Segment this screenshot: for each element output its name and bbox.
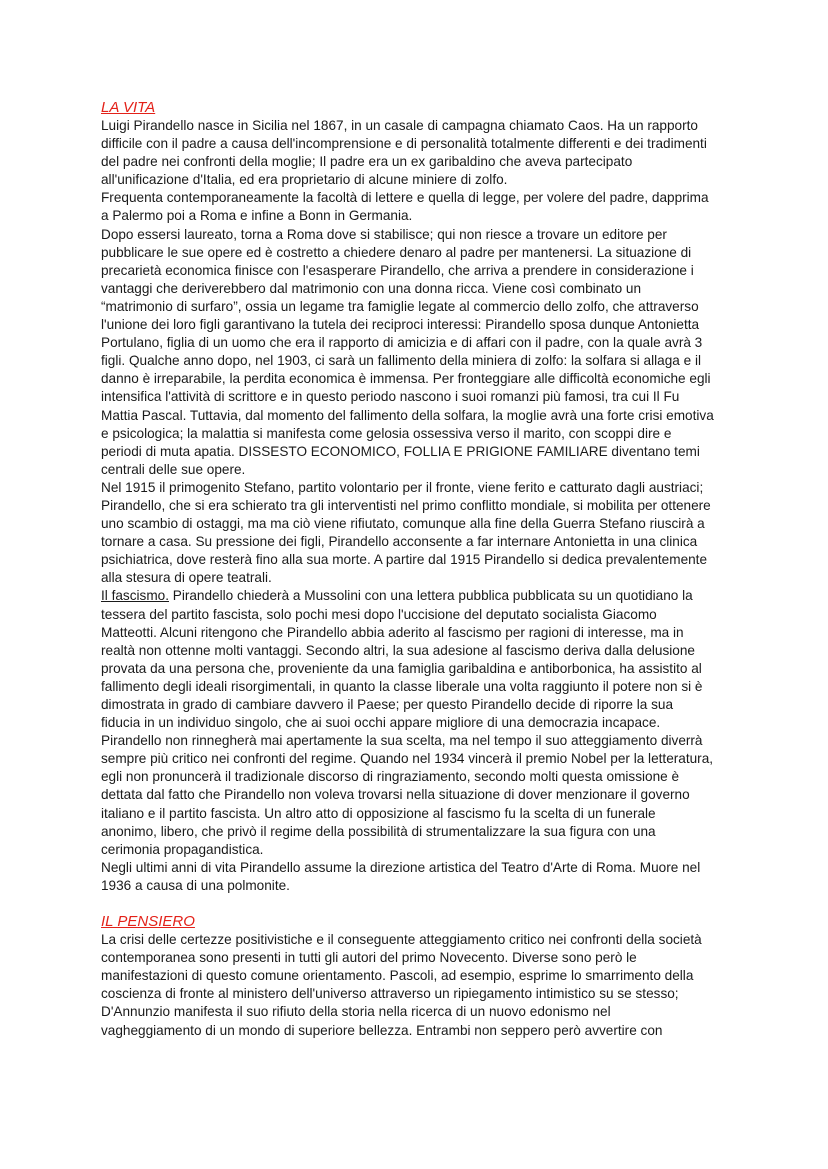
text-line: 1936 a causa di una polmonite.	[101, 877, 290, 893]
fascismo-first-line	[101, 587, 741, 605]
fascismo-first-rest: Pirandello chiederà a Mussolini con una lettera pubblica pubblicata su un quotidiano la	[168, 588, 693, 604]
text-line: dimostrata in grado di cambiare davvero il Paese; per questo Pirandello decide di riporre la sua	[101, 697, 674, 712]
text-line: fiducia in un individuo singolo, che ai suoi occhi appare migliore di una democrazia incapace.	[101, 715, 661, 731]
text-line: manifestazioni di questo comune orientamento. Pascoli, ad esempio, esprime lo smarrimento della	[101, 968, 694, 984]
text-line: fallimento degli ideali risorgimentali, in quanto la classe liberale una volta raggiunto il potere non si è	[101, 678, 703, 694]
text-line: figli. Qualche anno dopo, nel 1903, ci sarà un fallimento della miniera di zolfo: la solfara si allaga e il	[101, 353, 701, 369]
text-line: Pirandello non rinnegherà mai apertamente la sua scelta, ma nel tempo il suo atteggiamento diverrà	[101, 733, 703, 749]
text-line: Matteotti. Alcuni ritengono che Pirandello abbia aderito al fascismo per ragioni di interesse, ma in	[101, 624, 684, 640]
text-line: a Palermo poi a Roma e infine a Bonn in Germania.	[101, 208, 413, 224]
text-line: tornare a casa. Su pressione dei figli, Pirandello acconsente a far internare Antonietta in una clinica	[101, 534, 698, 550]
text-line: italiano e il partito fascista. Un altro atto di opposizione al fascismo fu la scelta di un funerale	[101, 805, 656, 821]
text-line: tessera del partito fascista, solo pochi mesi dopo l'uccisione del deputato socialista Giacomo	[101, 606, 657, 622]
section-heading-pensiero: IL PENSIERO	[101, 913, 195, 931]
text-line: Portulano, figlia di un uomo che era il rapporto di amicizia e di affari con il padre, con la quale avrà 3	[101, 335, 703, 351]
text-line: difficile con il padre a causa dell'incomprensione e di personalità totalmente differenti e dei tradimenti	[101, 136, 707, 152]
text-line: all'unificazione d'Italia, ed era proprietario di alcune miniere di zolfo.	[101, 172, 508, 188]
section-spacer	[101, 895, 741, 913]
text-line: Frequenta contemporaneamente la facoltà di lettere e quella di legge, per volere del padre, dapprima	[101, 190, 709, 206]
text-line: dettata dal fatto che Pirandello non voleva trovarsi nella situazione di dover menzionare il governo	[101, 787, 690, 803]
text-line: vantaggi che deriverebbero dal matrimonio con una donna ricca. Viene così combinato un	[101, 280, 642, 296]
text-line: provata da una persona che, proveniente da una famiglia garibaldina e antiborbonica, ha assistito al	[101, 660, 702, 676]
text-line: Pirandello, che si era schierato tra gli interventisti nel primo conflitto mondiale, si mobilita per ottenere	[101, 497, 711, 513]
document-page	[101, 99, 741, 1040]
text-line: danno è irreparabile, la perdita economica è immensa. Per fronteggiare alle difficoltà economiche egli	[101, 371, 711, 387]
text-line: periodi di muta apatia. DISSESTO ECONOMICO, FOLLIA E PRIGIONE FAMILIARE diventano temi	[101, 443, 700, 459]
text-line: Nel 1915 il primogenito Stefano, partito volontario per il fronte, viene ferito e catturato dagli austriaci;	[101, 479, 704, 495]
pensiero-body	[101, 931, 741, 1040]
text-line: e psicologica; la malattia si manifesta come gelosia ossessiva verso il marito, con scoppi dire e	[101, 425, 672, 441]
vita-body	[101, 117, 741, 895]
text-line: vagheggiamento di un mondo di superiore bellezza. Entrambi non seppero però avvertire con	[101, 1022, 663, 1038]
text-line: egli non pronuncerà il tradizionale discorso di ringraziamento, secondo molti questa omissione è	[101, 769, 680, 785]
text-line: centrali delle sue opere.	[101, 461, 246, 477]
text-line: precarietà economica finisce con l'esasperare Pirandello, che arriva a prendere in considerazione i	[101, 262, 694, 278]
text-line: Dopo essersi laureato, torna a Roma dove si stabilisce; qui non riesce a trovare un editore per	[101, 226, 667, 242]
text-line: Luigi Pirandello nasce in Sicilia nel 1867, in un casale di campagna chiamato Caos. Ha un rapporto	[101, 118, 698, 133]
text-line: Negli ultimi anni di vita Pirandello assume la direzione artistica del Teatro d'Arte di Roma. Muore nel	[101, 859, 701, 875]
text-line: cerimonia propagandistica.	[101, 841, 264, 857]
text-line: intensifica l'attività di scrittore e in questo periodo nascono i suoi romanzi più famosi, tra cui Il Fu	[101, 389, 680, 405]
text-line: psichiatrica, dove resterà fino alla sua morte. A partire dal 1915 Pirandello si dedica prevalentemente	[101, 552, 708, 568]
text-line: alla stesura di opere teatrali.	[101, 570, 272, 586]
text-line: D'Annunzio manifesta il suo rifiuto della storia nella ricerca di un nuovo edonismo nel	[101, 1004, 611, 1020]
text-line: anonimo, libero, che privò il regime della possibilità di strumentalizzare la sua figura con una	[101, 823, 656, 839]
text-line: La crisi delle certezze positivistiche e il conseguente atteggiamento critico nei confronti della società	[101, 932, 702, 948]
text-line: “matrimonio di surfaro”, ossia un legame tra famiglie legate al commercio dello zolfo, che attraverso	[101, 298, 699, 314]
text-line: realtà non ottenne molti vantaggi. Secondo altri, la sua adesione al fascismo deriva dalla delusione	[101, 642, 695, 658]
text-line: l'unione dei loro figli garantivano la tutela dei reciproci interessi: Pirandello sposa dunque Antonietta	[101, 317, 700, 333]
text-line: uno scambio di ostaggi, ma ma ciò viene rifiutato, comunque alla fine della Guerra Stefano riuscirà a	[101, 516, 705, 532]
text-line: sempre più critico nei confronti del regime. Quando nel 1934 vincerà il premio Nobel per la letteratura,	[101, 751, 714, 767]
text-line: Mattia Pascal. Tuttavia, dal momento del fallimento della solfara, la moglie avrà una forte crisi emotiva	[101, 407, 714, 423]
fascismo-label: Il fascismo.	[101, 588, 169, 604]
text-line: del padre nei confronti della moglie; Il padre era un ex garibaldino che aveva partecipato	[101, 154, 633, 170]
text-line: pubblicare le sue opere ed è costretto a chiedere denaro al padre per mantenersi. La situazione di	[101, 244, 692, 260]
section-heading-vita: LA VITA	[101, 99, 156, 116]
text-line: contemporanea sono presenti in tutti gli autori del primo Novecento. Diverse sono però le	[101, 950, 637, 966]
text-line: coscienza di fronte al ministero dell'universo attraverso un ripiegamento intimistico su se stesso;	[101, 986, 679, 1002]
